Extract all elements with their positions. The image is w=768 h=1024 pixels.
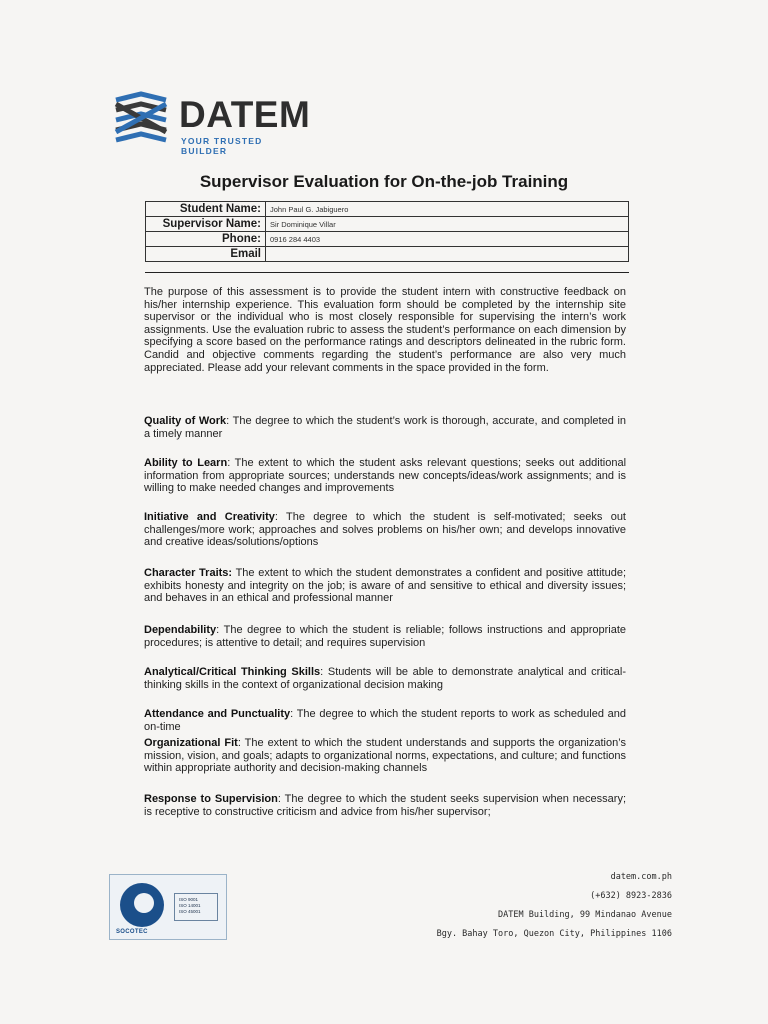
divider bbox=[145, 272, 629, 273]
criterion-initiative-and-creativity: Initiative and Creativity: The degree to which the student is self-motivated; seeks out challenges/more work; approaches and solves problems on his/her own; and develops innovative and creative ideas/solutions/options bbox=[144, 511, 626, 549]
company-logo bbox=[110, 90, 311, 156]
criterion-quality-of-work: Quality of Work: The degree to which the student’s work is thorough, accurate, and completed in a timely manner bbox=[144, 415, 626, 440]
criterion-term: Dependability bbox=[144, 624, 217, 636]
footer-address-line1: DATEM Building, 99 Mindanao Avenue bbox=[498, 910, 672, 920]
criterion-response-to-supervision: Response to Supervision: The degree to which the student seeks supervision when necessary; is receptive to constructive criticism and advice from his/her supervisor; bbox=[144, 793, 626, 818]
criterion-term: Attendance and Punctuality bbox=[144, 708, 291, 720]
criterion-description: The degree to which the student is reliable; follows instructions and appropriate procedures; is attentive to detail; and requires supervision bbox=[144, 624, 626, 649]
criterion-description: The degree to which the student seeks supervision when necessary; is receptive to constructive criticism and advice from his/her supervisor; bbox=[144, 793, 626, 818]
criterion-term: Quality of Work bbox=[144, 415, 227, 427]
criterion-description: The extent to which the student asks relevant questions; seeks out additional information from appropriate sources; understands new concepts/ideas/work assignments; and is willing to make needed changes and improvements bbox=[144, 457, 627, 495]
supervisor-name-field[interactable]: Sir Dominique Villar bbox=[266, 217, 629, 232]
footer-website[interactable]: datem.com.ph bbox=[610, 872, 672, 882]
criterion-analytical-thinking: Analytical/Critical Thinking Skills: Students will be able to demonstrate analytical and critical-thinking skills in the context of organizational decision making bbox=[144, 666, 626, 691]
phone-label: Phone: bbox=[146, 232, 266, 247]
criterion-attendance-and-punctuality: Attendance and Punctuality: The degree to which the student reports to work as scheduled and on-time bbox=[144, 708, 626, 733]
certification-badge bbox=[109, 874, 227, 940]
criterion-description: The extent to which the student demonstrates a confident and positive attitude; exhibits honesty and integrity on the job; is aware of and sensitive to ethical and diversity issues; and behaves in an ethical and professional manner bbox=[144, 567, 627, 605]
criterion-description: The degree to which the student is self-motivated; seeks out challenges/more work; approaches and solves problems on his/her own; and develops innovative and creative ideas/solutions/options bbox=[144, 511, 626, 549]
table-row bbox=[146, 202, 629, 217]
footer-phone: (+632) 8923-2836 bbox=[590, 891, 672, 901]
email-label: Email bbox=[146, 247, 266, 262]
iso-standards-box bbox=[174, 893, 218, 921]
student-name-field[interactable]: John Paul G. Jabiguero bbox=[266, 202, 629, 217]
cert-name: SOCOTEC bbox=[116, 929, 148, 935]
criterion-term: Response to Supervision bbox=[144, 793, 278, 805]
iso-standard: ISO 45001 bbox=[179, 909, 201, 914]
iso-standard: ISO 14001 bbox=[179, 903, 201, 908]
criterion-organizational-fit: Organizational Fit: The extent to which the student understands and supports the organization’s mission, vision, and goals; adapts to organizational norms, expectations, and culture; and functions within appropriate authority and decision-making channels bbox=[144, 737, 626, 775]
email-field[interactable] bbox=[266, 247, 629, 262]
criterion-term: Analytical/Critical Thinking Skills bbox=[144, 666, 321, 678]
criterion-description: The degree to which the student’s work is thorough, accurate, and completed in a timely manner bbox=[144, 415, 626, 440]
table-row bbox=[146, 232, 629, 247]
datem-logo-icon bbox=[110, 90, 172, 152]
page-title: Supervisor Evaluation for On-the-job Training bbox=[199, 172, 569, 191]
criterion-term: Initiative and Creativity bbox=[144, 511, 275, 523]
criterion-dependability: Dependability: The degree to which the student is reliable; follows instructions and appropriate procedures; is attentive to detail; and requires supervision bbox=[144, 624, 626, 649]
criterion-term: Ability to Learn bbox=[144, 457, 228, 469]
socotec-logo-icon bbox=[120, 883, 164, 927]
brand-name: DATEM bbox=[179, 94, 311, 135]
iso-standard: ISO 9001 bbox=[179, 897, 199, 902]
criterion-ability-to-learn: Ability to Learn: The extent to which the student asks relevant questions; seeks out additional information from appropriate sources; understands new concepts/ideas/work assignments; and is willing to make needed changes and improvements bbox=[144, 457, 627, 495]
criterion-term: Organizational Fit bbox=[144, 737, 238, 749]
table-row bbox=[146, 247, 629, 262]
intro-paragraph: The purpose of this assessment is to provide the student intern with constructive feedback on his/her internship experience. This evaluation form should be completed by the internship site supervisor or the individual who is most closely responsible for supervising the intern’s work assignments. Use the evaluation rubric to assess the student’s performance on each dimension by specifying a score based on the performance ratings and descriptors delineated in the rubric form. Candid and objective comments regarding the student’s performance are also very much appreciated. Please add your relevant comments in the space provided in the form. bbox=[144, 286, 626, 374]
footer-address-line2: Bgy. Bahay Toro, Quezon City, Philippines 1106 bbox=[436, 929, 672, 939]
brand-tagline: YOUR TRUSTED BUILDER bbox=[181, 136, 263, 156]
table-row bbox=[146, 217, 629, 232]
phone-field[interactable]: 0916 284 4403 bbox=[266, 232, 629, 247]
student-info-table bbox=[145, 201, 629, 262]
criterion-description: The extent to which the student understands and supports the organization’s mission, vision, and goals; adapts to organizational norms, expectations, and culture; and functions within appropriate authority and decision-making channels bbox=[144, 737, 626, 775]
criterion-character-traits bbox=[144, 567, 626, 605]
criterion-description: Students will be able to demonstrate analytical and critical-thinking skills in the context of organizational decision making bbox=[144, 666, 626, 691]
supervisor-name-label: Supervisor Name: bbox=[146, 217, 266, 232]
criterion-term: Character Traits: bbox=[144, 567, 233, 579]
student-name-label: Student Name: bbox=[146, 202, 266, 217]
criterion-description: The degree to which the student reports to work as scheduled and on-time bbox=[144, 708, 626, 733]
